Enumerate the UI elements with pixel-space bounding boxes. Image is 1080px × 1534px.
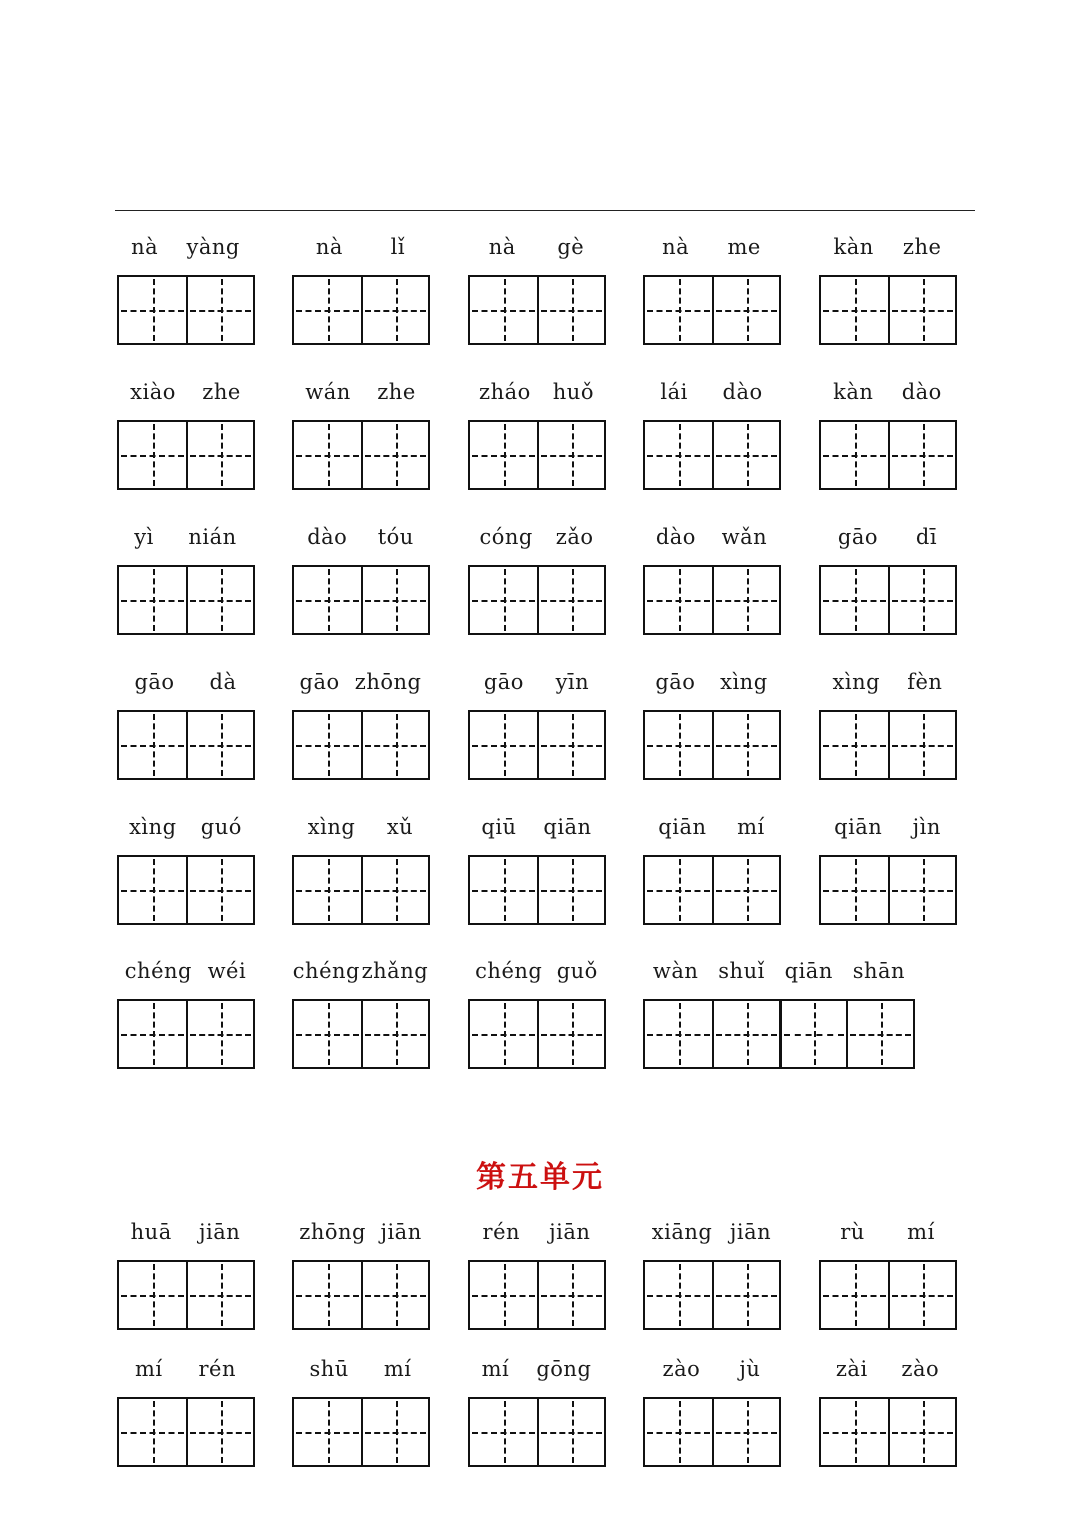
writing-grid[interactable] [117, 855, 255, 925]
pinyin-syllable: gāo [483, 670, 524, 694]
word-cell [468, 664, 605, 774]
pinyin-syllable: kàn [833, 380, 874, 404]
tianzige-box[interactable] [712, 1399, 779, 1465]
tianzige-box[interactable] [645, 1262, 712, 1328]
writing-grid[interactable] [117, 565, 255, 635]
word-cell [643, 519, 780, 629]
tianzige-box[interactable] [119, 1262, 186, 1328]
tianzige-box[interactable] [119, 1399, 186, 1465]
pinyin-syllable: dào [901, 380, 942, 404]
pinyin-syllable: zháo [479, 380, 531, 404]
tianzige-box[interactable] [294, 277, 361, 343]
tianzige-box[interactable] [470, 277, 537, 343]
tianzige-box[interactable] [888, 567, 955, 633]
word-cell [117, 953, 254, 1063]
writing-grid[interactable] [819, 565, 957, 635]
word-cell [643, 953, 915, 1063]
pinyin-syllable: dào [722, 380, 763, 404]
pinyin-syllable: wàn [652, 959, 699, 983]
word-cell [117, 229, 254, 339]
tianzige-box[interactable] [821, 857, 888, 923]
tianzige-box[interactable] [470, 1001, 537, 1067]
pinyin-syllable: gāo [655, 670, 696, 694]
tianzige-box[interactable] [186, 1399, 253, 1465]
pinyin-syllable: jiān [729, 1220, 772, 1244]
tianzige-box[interactable] [470, 567, 537, 633]
tianzige-box[interactable] [361, 277, 428, 343]
pinyin-syllable: huǒ [552, 380, 594, 404]
pinyin-label [819, 1214, 956, 1250]
tianzige-box[interactable] [821, 277, 888, 343]
pinyin-syllable: qiān [784, 959, 833, 983]
writing-grid[interactable] [819, 275, 957, 345]
writing-grid[interactable] [292, 999, 430, 1069]
word-cell [292, 664, 429, 774]
pinyin-syllable: dà [209, 670, 237, 694]
writing-grid[interactable] [643, 1397, 781, 1467]
writing-grid[interactable] [292, 1260, 430, 1330]
pinyin-syllable: dào [655, 525, 696, 549]
writing-grid[interactable] [117, 275, 255, 345]
pinyin-label [117, 229, 254, 265]
word-cell [292, 229, 429, 339]
pinyin-syllable: zhǎng [361, 959, 429, 983]
writing-grid[interactable] [819, 710, 957, 780]
pinyin-label [292, 229, 429, 265]
pinyin-label [117, 374, 254, 410]
pinyin-syllable: xiāng [651, 1220, 713, 1244]
tianzige-box[interactable] [779, 1001, 846, 1067]
pinyin-syllable: zǎo [555, 525, 594, 549]
pinyin-label [292, 953, 429, 989]
tianzige-box[interactable] [361, 1001, 428, 1067]
writing-grid[interactable] [643, 855, 781, 925]
pinyin-syllable: zhe [902, 235, 942, 259]
tianzige-box[interactable] [186, 422, 253, 488]
tianzige-box[interactable] [361, 1399, 428, 1465]
word-cell [643, 809, 780, 919]
writing-grid[interactable] [643, 1260, 781, 1330]
tianzige-box[interactable] [361, 422, 428, 488]
tianzige-box[interactable] [186, 277, 253, 343]
writing-grid[interactable] [292, 1397, 430, 1467]
tianzige-box[interactable] [186, 712, 253, 778]
tianzige-box[interactable] [537, 1001, 604, 1067]
pinyin-label [819, 519, 956, 555]
tianzige-box[interactable] [712, 1262, 779, 1328]
pinyin-syllable: mí [481, 1357, 510, 1381]
tianzige-box[interactable] [119, 712, 186, 778]
writing-grid[interactable] [819, 1260, 957, 1330]
word-cell [819, 664, 956, 774]
pinyin-syllable: mí [383, 1357, 412, 1381]
pinyin-syllable: rén [482, 1220, 521, 1244]
word-cell [468, 374, 605, 484]
pinyin-syllable: jiān [549, 1220, 591, 1244]
tianzige-box[interactable] [119, 1001, 186, 1067]
word-cell [643, 664, 780, 774]
pinyin-syllable: yàng [186, 235, 240, 259]
tianzige-box[interactable] [119, 277, 186, 343]
pinyin-syllable: shuǐ [718, 959, 765, 983]
tianzige-box[interactable] [645, 277, 712, 343]
tianzige-box[interactable] [470, 1399, 537, 1465]
tianzige-box[interactable] [846, 1001, 913, 1067]
pinyin-label [468, 374, 605, 410]
pinyin-label [468, 229, 605, 265]
pinyin-syllable: qiū [481, 815, 517, 839]
tianzige-box[interactable] [361, 1262, 428, 1328]
writing-grid[interactable] [468, 275, 606, 345]
word-cell [292, 1214, 429, 1324]
tianzige-box[interactable] [821, 567, 888, 633]
writing-grid[interactable] [468, 855, 606, 925]
writing-grid[interactable] [468, 710, 606, 780]
tianzige-box[interactable] [821, 1262, 888, 1328]
writing-grid[interactable] [468, 420, 606, 490]
pinyin-label [117, 1351, 254, 1387]
pinyin-syllable: me [727, 235, 761, 259]
pinyin-syllable: gāo [299, 670, 340, 694]
pinyin-syllable: kàn [833, 235, 874, 259]
tianzige-box[interactable] [361, 712, 428, 778]
word-cell [468, 1214, 605, 1324]
pinyin-syllable: dī [915, 525, 938, 549]
pinyin-syllable: rén [198, 1357, 237, 1381]
writing-grid[interactable] [292, 565, 430, 635]
word-cell [819, 1214, 956, 1324]
word-cell [468, 1351, 605, 1461]
tianzige-box[interactable] [361, 857, 428, 923]
pinyin-label [468, 953, 605, 989]
pinyin-syllable: nà [662, 235, 690, 259]
word-cell [468, 229, 605, 339]
pinyin-label [292, 519, 429, 555]
pinyin-syllable: cóng [479, 525, 533, 549]
tianzige-box[interactable] [186, 857, 253, 923]
pinyin-label [643, 229, 780, 265]
pinyin-label [468, 1214, 605, 1250]
word-cell [292, 953, 429, 1063]
unit-heading: 第五单元 [476, 1160, 604, 1195]
tianzige-box[interactable] [186, 1262, 253, 1328]
top-divider-line [115, 210, 975, 211]
pinyin-syllable: xiào [130, 380, 176, 404]
pinyin-syllable: qiān [658, 815, 707, 839]
tianzige-box[interactable] [537, 277, 604, 343]
tianzige-box[interactable] [294, 1001, 361, 1067]
tianzige-box[interactable] [712, 277, 779, 343]
pinyin-syllable: fèn [907, 670, 943, 694]
tianzige-box[interactable] [537, 1399, 604, 1465]
tianzige-box[interactable] [470, 712, 537, 778]
word-cell [117, 664, 254, 774]
pinyin-syllable: chéng [124, 959, 192, 983]
pinyin-label [819, 664, 956, 700]
writing-grid[interactable] [819, 420, 957, 490]
pinyin-syllable: gè [557, 235, 585, 259]
tianzige-box[interactable] [821, 422, 888, 488]
word-cell [117, 1351, 254, 1461]
tianzige-box[interactable] [537, 712, 604, 778]
word-cell [117, 1214, 254, 1324]
word-cell [643, 1351, 780, 1461]
tianzige-box[interactable] [888, 857, 955, 923]
tianzige-box[interactable] [888, 1399, 955, 1465]
tianzige-box[interactable] [888, 712, 955, 778]
tianzige-box[interactable] [645, 857, 712, 923]
tianzige-box[interactable] [294, 1399, 361, 1465]
pinyin-label [643, 664, 780, 700]
pinyin-syllable: guǒ [556, 959, 598, 983]
pinyin-syllable: mí [737, 815, 765, 839]
pinyin-label [117, 809, 254, 845]
tianzige-box[interactable] [537, 567, 604, 633]
pinyin-syllable: zhe [202, 380, 241, 404]
tianzige-box[interactable] [119, 567, 186, 633]
writing-grid[interactable] [117, 710, 255, 780]
pinyin-syllable: yì [134, 525, 154, 549]
pinyin-syllable: chéng [292, 959, 360, 983]
pinyin-syllable: zài [835, 1357, 868, 1381]
tianzige-box[interactable] [294, 857, 361, 923]
pinyin-syllable: nà [488, 235, 516, 259]
word-cell [468, 519, 605, 629]
pinyin-label [468, 664, 605, 700]
pinyin-label [643, 953, 915, 989]
pinyin-syllable: lái [660, 380, 688, 404]
pinyin-syllable: wéi [207, 959, 247, 983]
pinyin-syllable: jiān [199, 1220, 241, 1244]
tianzige-box[interactable] [712, 567, 779, 633]
writing-grid[interactable] [117, 1260, 255, 1330]
tianzige-box[interactable] [119, 857, 186, 923]
word-cell [643, 1214, 780, 1324]
word-cell [819, 374, 956, 484]
writing-grid[interactable] [819, 1397, 957, 1467]
pinyin-syllable: gōng [536, 1357, 592, 1381]
pinyin-label [819, 809, 956, 845]
word-cell [643, 229, 780, 339]
pinyin-label [292, 1214, 429, 1250]
tianzige-box[interactable] [645, 1399, 712, 1465]
pinyin-syllable: qiān [543, 815, 592, 839]
pinyin-syllable: jù [739, 1357, 761, 1381]
pinyin-syllable: zhōng [299, 1220, 366, 1244]
pinyin-syllable: chéng [475, 959, 543, 983]
writing-grid[interactable] [468, 999, 606, 1069]
tianzige-box[interactable] [645, 1001, 712, 1067]
tianzige-box[interactable] [537, 1262, 604, 1328]
pinyin-label [468, 519, 605, 555]
tianzige-box[interactable] [361, 567, 428, 633]
writing-grid[interactable] [468, 565, 606, 635]
pinyin-syllable: gāo [134, 670, 175, 694]
pinyin-syllable: dào [307, 525, 348, 549]
tianzige-box[interactable] [470, 1262, 537, 1328]
pinyin-syllable: nà [315, 235, 343, 259]
pinyin-label [643, 519, 780, 555]
pinyin-syllable: jìn [912, 815, 941, 839]
pinyin-syllable: lǐ [390, 235, 406, 259]
pinyin-syllable: mí [134, 1357, 163, 1381]
writing-grid[interactable] [643, 420, 781, 490]
writing-grid[interactable] [117, 420, 255, 490]
pinyin-syllable: guó [200, 815, 242, 839]
pinyin-syllable: zhōng [354, 670, 422, 694]
tianzige-box[interactable] [186, 1001, 253, 1067]
pinyin-syllable: gāo [837, 525, 879, 549]
word-cell [292, 374, 429, 484]
pinyin-syllable: xìng [832, 670, 881, 694]
pinyin-label [292, 1351, 429, 1387]
tianzige-box[interactable] [888, 1262, 955, 1328]
pinyin-syllable: wǎn [721, 525, 768, 549]
pinyin-syllable: qiān [834, 815, 883, 839]
tianzige-box[interactable] [712, 857, 779, 923]
word-cell [819, 809, 956, 919]
writing-grid[interactable] [292, 275, 430, 345]
tianzige-box[interactable] [712, 422, 779, 488]
word-cell [117, 374, 254, 484]
pinyin-label [643, 1214, 780, 1250]
word-cell [292, 519, 429, 629]
word-cell [292, 809, 429, 919]
tianzige-box[interactable] [537, 422, 604, 488]
tianzige-box[interactable] [537, 857, 604, 923]
word-cell [468, 953, 605, 1063]
writing-grid[interactable] [643, 275, 781, 345]
word-cell [819, 519, 956, 629]
tianzige-box[interactable] [712, 712, 779, 778]
tianzige-box[interactable] [294, 567, 361, 633]
writing-grid[interactable] [292, 420, 430, 490]
pinyin-label [117, 664, 254, 700]
writing-grid[interactable] [468, 1397, 606, 1467]
pinyin-syllable: wán [305, 380, 351, 404]
tianzige-box[interactable] [645, 567, 712, 633]
pinyin-label [292, 809, 429, 845]
pinyin-syllable: shū [309, 1357, 349, 1381]
tianzige-box[interactable] [821, 712, 888, 778]
pinyin-syllable: zhe [377, 380, 416, 404]
pinyin-label [292, 374, 429, 410]
pinyin-syllable: nà [131, 235, 159, 259]
pinyin-syllable: mí [907, 1220, 935, 1244]
tianzige-box[interactable] [821, 1399, 888, 1465]
writing-grid[interactable] [117, 1397, 255, 1467]
pinyin-label [819, 1351, 956, 1387]
pinyin-syllable: xìng [720, 670, 768, 694]
pinyin-syllable: zào [901, 1357, 940, 1381]
pinyin-label [117, 519, 254, 555]
pinyin-label [117, 1214, 254, 1250]
tianzige-box[interactable] [186, 567, 253, 633]
pinyin-syllable: xìng [307, 815, 356, 839]
tianzige-box[interactable] [294, 422, 361, 488]
pinyin-label [643, 809, 780, 845]
pinyin-label [468, 809, 605, 845]
pinyin-label [643, 1351, 780, 1387]
word-cell [117, 519, 254, 629]
writing-grid[interactable] [819, 855, 957, 925]
writing-grid[interactable] [468, 1260, 606, 1330]
tianzige-box[interactable] [888, 277, 955, 343]
pinyin-label [643, 374, 780, 410]
writing-grid[interactable] [643, 999, 915, 1069]
word-cell [819, 1351, 956, 1461]
word-cell [292, 1351, 429, 1461]
pinyin-syllable: xìng [129, 815, 177, 839]
pinyin-syllable: nián [188, 525, 237, 549]
writing-grid[interactable] [292, 710, 430, 780]
pinyin-syllable: rù [840, 1220, 865, 1244]
pinyin-label [819, 374, 956, 410]
word-cell [117, 809, 254, 919]
word-cell [468, 809, 605, 919]
pinyin-syllable: yīn [555, 670, 590, 694]
writing-grid[interactable] [643, 565, 781, 635]
tianzige-box[interactable] [645, 712, 712, 778]
pinyin-syllable: xǔ [386, 815, 414, 839]
tianzige-box[interactable] [294, 712, 361, 778]
tianzige-box[interactable] [470, 422, 537, 488]
pinyin-syllable: shān [852, 959, 906, 983]
word-cell [819, 229, 956, 339]
pinyin-label [117, 953, 254, 989]
writing-grid[interactable] [292, 855, 430, 925]
tianzige-box[interactable] [119, 422, 186, 488]
writing-grid[interactable] [117, 999, 255, 1069]
pinyin-syllable: zào [662, 1357, 701, 1381]
tianzige-box[interactable] [470, 857, 537, 923]
writing-grid[interactable] [643, 710, 781, 780]
pinyin-syllable: tóu [377, 525, 414, 549]
word-cell [643, 374, 780, 484]
pinyin-syllable: jiān [380, 1220, 422, 1244]
tianzige-box[interactable] [294, 1262, 361, 1328]
tianzige-box[interactable] [712, 1001, 779, 1067]
tianzige-box[interactable] [645, 422, 712, 488]
pinyin-syllable: huā [130, 1220, 172, 1244]
pinyin-label [292, 664, 429, 700]
tianzige-box[interactable] [888, 422, 955, 488]
pinyin-label [468, 1351, 605, 1387]
pinyin-label [819, 229, 956, 265]
